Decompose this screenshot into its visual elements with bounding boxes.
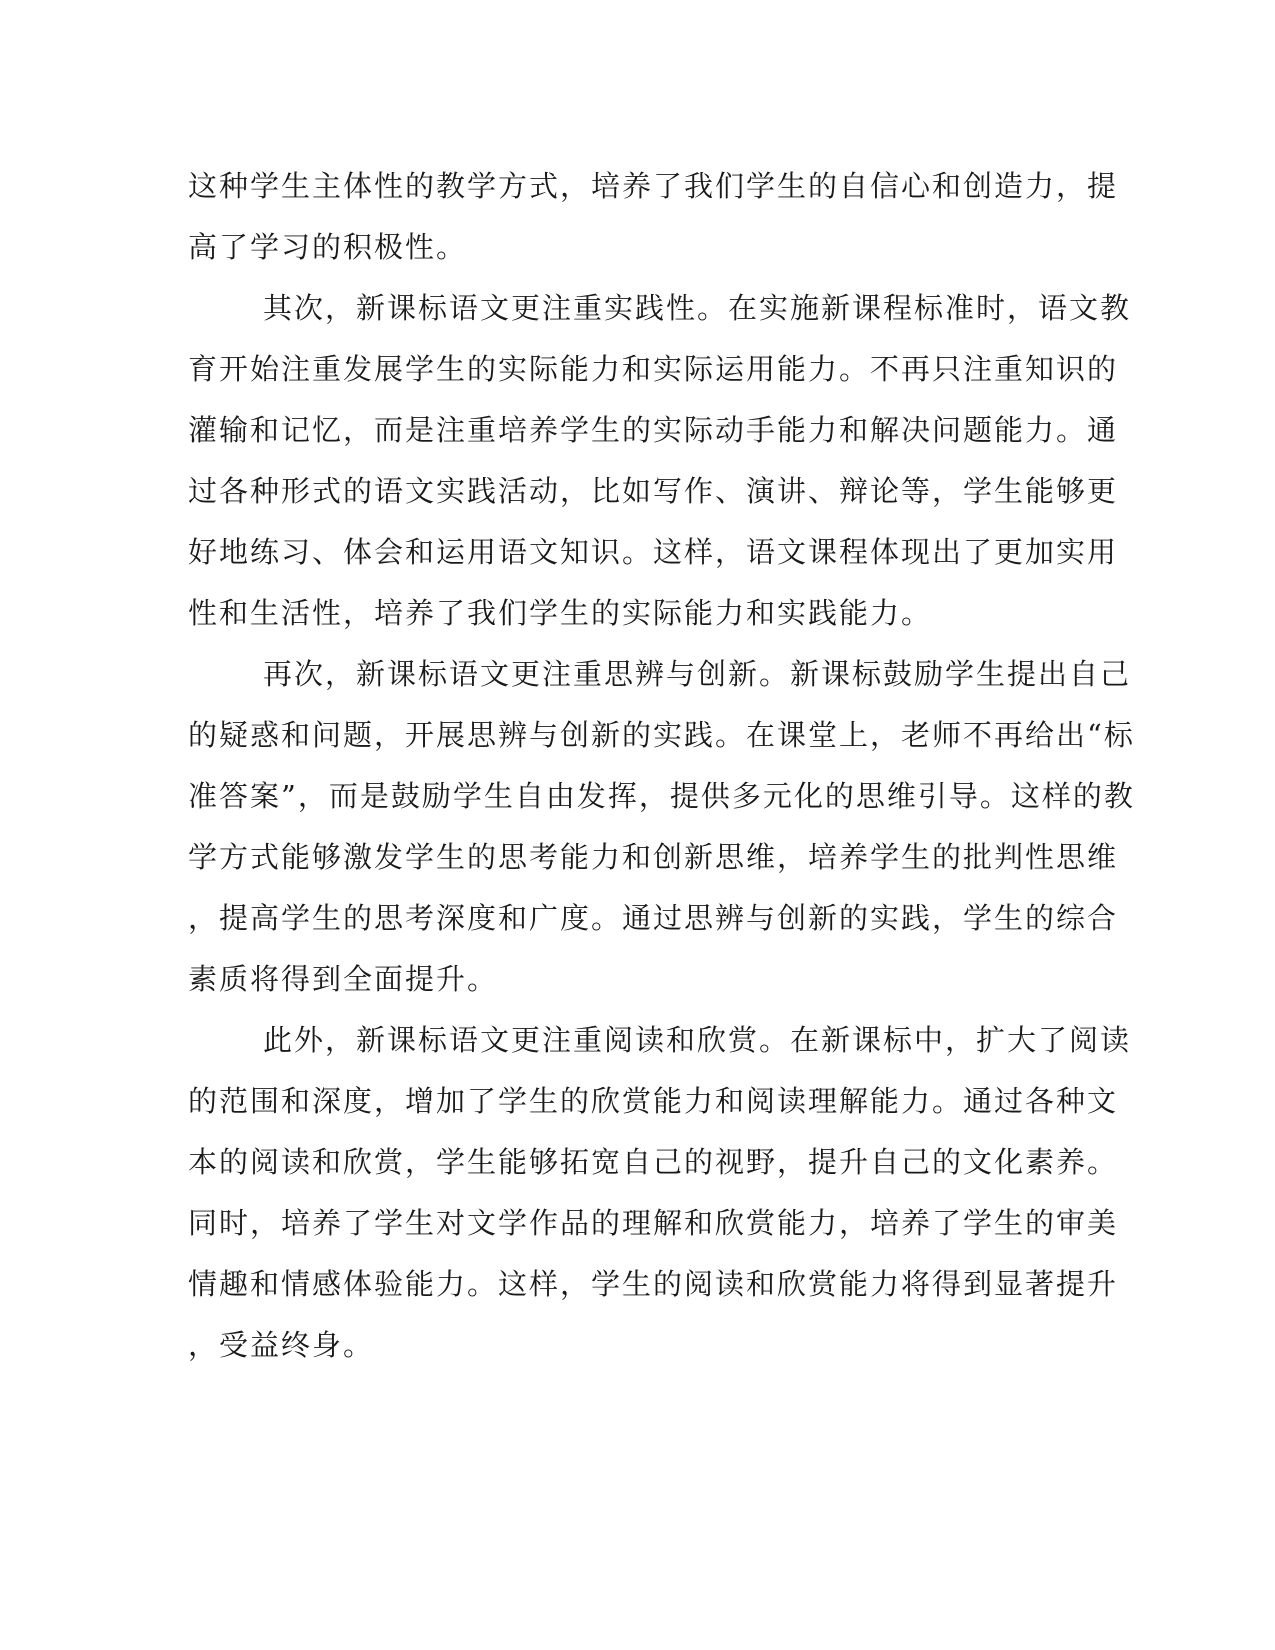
paragraph-line: 过各种形式的语文实践活动，比如写作、演讲、辩论等，学生能够更 bbox=[188, 474, 1119, 508]
paragraph-line: 准答案”，而是鼓励学生自由发挥，提供多元化的思维引导。这样的教 bbox=[188, 779, 1135, 813]
paragraph-line: 其次，新课标语文更注重实践性。在实施新课程标准时，语文教 bbox=[263, 291, 1132, 325]
paragraph-line: 素质将得到全面提升。 bbox=[188, 962, 499, 996]
paragraph-line: ，受益终身。 bbox=[188, 1328, 375, 1362]
paragraph-3 bbox=[188, 644, 1135, 1010]
paragraph-line: 这种学生主体性的教学方式，培养了我们学生的自信心和创造力，提 bbox=[188, 169, 1119, 203]
paragraph-line: 本的阅读和欣赏，学生能够拓宽自己的视野，提升自己的文化素养。 bbox=[188, 1145, 1119, 1179]
paragraph-line: 育开始注重发展学生的实际能力和实际运用能力。不再只注重知识的 bbox=[188, 352, 1119, 386]
paragraph-line: 灌输和记忆，而是注重培养学生的实际动手能力和解决问题能力。通 bbox=[188, 413, 1119, 447]
paragraph-1 bbox=[188, 156, 1119, 278]
paragraph-line: 同时，培养了学生对文学作品的理解和欣赏能力，培养了学生的审美 bbox=[188, 1206, 1119, 1240]
paragraph-line: 好地练习、体会和运用语文知识。这样，语文课程体现出了更加实用 bbox=[188, 535, 1119, 569]
paragraph-2 bbox=[188, 278, 1132, 644]
document-body bbox=[188, 156, 1135, 1376]
paragraph-line: 的范围和深度，增加了学生的欣赏能力和阅读理解能力。通过各种文 bbox=[188, 1084, 1119, 1118]
paragraph-line: 高了学习的积极性。 bbox=[188, 230, 468, 264]
paragraph-line: 的疑惑和问题，开展思辨与创新的实践。在课堂上，老师不再给出“标 bbox=[188, 718, 1135, 752]
paragraph-line: 再次，新课标语文更注重思辨与创新。新课标鼓励学生提出自己 bbox=[263, 657, 1132, 691]
paragraph-line: 性和生活性，培养了我们学生的实际能力和实践能力。 bbox=[188, 596, 933, 630]
paragraph-line: 此外，新课标语文更注重阅读和欣赏。在新课标中，扩大了阅读 bbox=[263, 1023, 1132, 1057]
paragraph-line: 学方式能够激发学生的思考能力和创新思维，培养学生的批判性思维 bbox=[188, 840, 1119, 874]
paragraph-4 bbox=[188, 1010, 1132, 1376]
paragraph-line: ，提高学生的思考深度和广度。通过思辨与创新的实践，学生的综合 bbox=[188, 901, 1119, 935]
paragraph-line: 情趣和情感体验能力。这样，学生的阅读和欣赏能力将得到显著提升 bbox=[188, 1267, 1119, 1301]
